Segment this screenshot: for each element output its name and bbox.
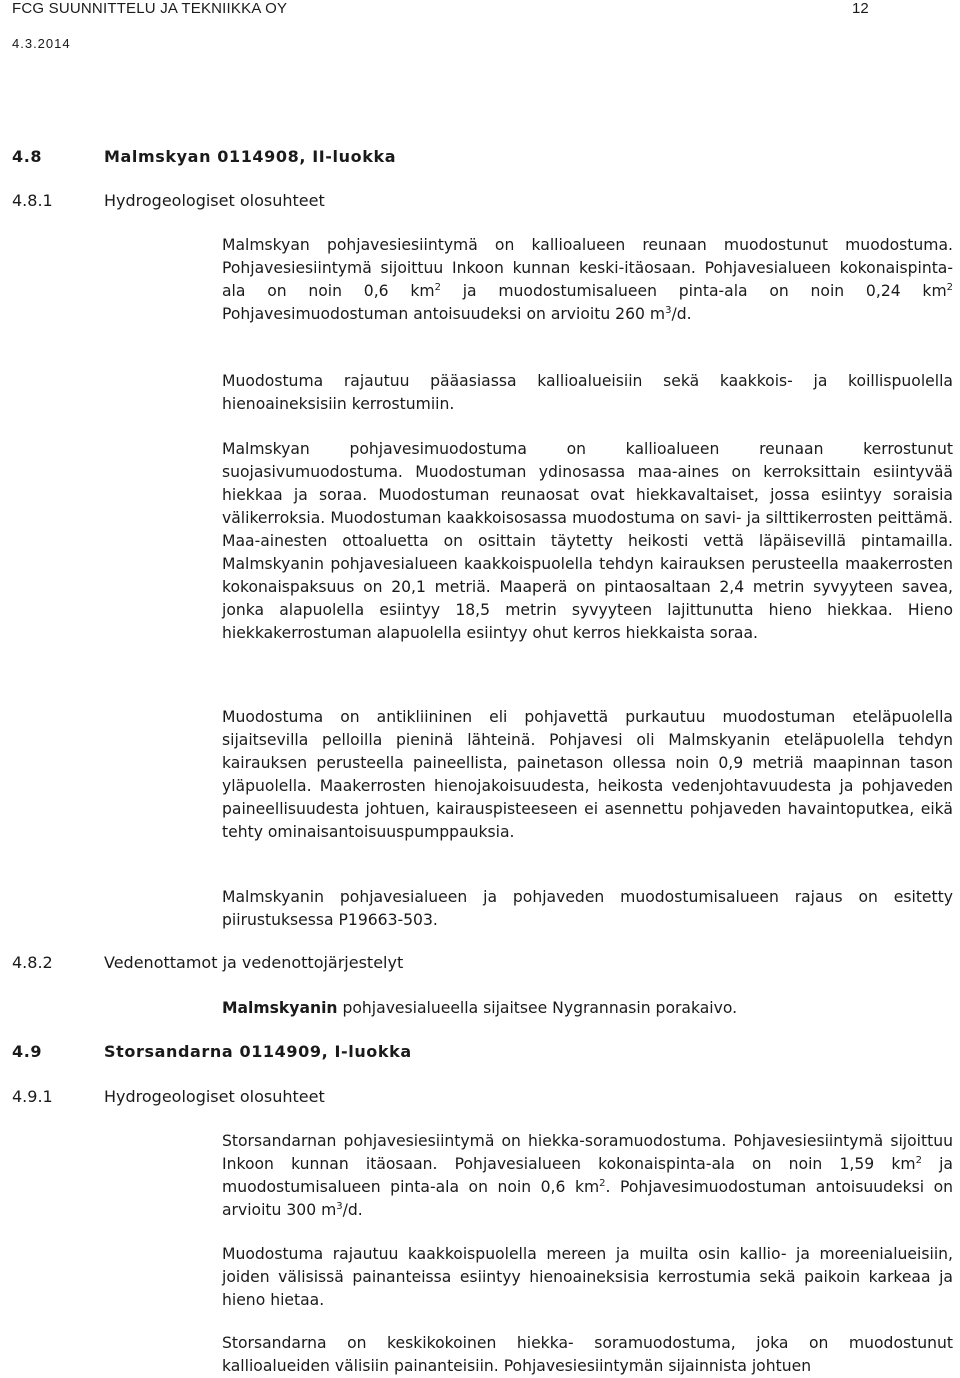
paragraph-malmskyan-intro: Malmskyan pohjavesiesiintymä on kallioalueen reunaan muodostunut muodostuma. Pohjavesiesiintymä sijoittuu Inkoon kunnan keski-itäosaan. Pohjavesialueen kokonaispinta-ala on noin 0,6 $km^2$ ja muodostumisalueen pinta-ala on noin 0,24 $km^2$ Pohjavesimuodostuman antoisuudeksi on arvioitu 260 $m^3/d$. — [222, 236, 954, 323]
section-heading-4-8-2 — [12, 952, 403, 974]
paragraph-malmskyan-wells: Malmskyanin pohjavesialueella sijaitsee Nygrannasin porakaivo. — [222, 999, 738, 1017]
paragraph-storsandarna-boundaries: Muodostuma rajautuu kaakkoispuolella mereen ja muilta osin kallio- ja moreenialueisiin, joiden välisissä painanteissa esiintyy hienoaineksisia kerrostumia sekä paikoin karkeaa ja hieno hietaa. — [222, 1245, 953, 1309]
section-title: Malmskyan 0114908, II-luokka — [104, 147, 397, 166]
section-heading-4-9-1 — [12, 1086, 325, 1108]
paragraph-malmskyan-drawing: Malmskyanin pohjavesialueen ja pohjaveden muodostumisalueen rajaus on esitetty piirustuksessa P19663-503. — [222, 888, 953, 929]
paragraph-malmskyan-boundaries: Muodostuma rajautuu pääasiassa kallioalueisiin sekä kaakkois- ja koillispuolella hienoaineksisiin kerrostumiin. — [222, 372, 953, 413]
paragraph-storsandarna-intro: Storsandarnan pohjavesiesiintymä on hiekka-soramuodostuma. Pohjavesiesiintymä sijoittuu Inkoon kunnan itäosaan. Pohjavesialueen kokonaispinta-ala on noin 1,59 $km^2$ ja muodostumisalueen pinta-ala on noin 0,6 $km^2$. Pohjavesimuodostuman antoisuudeksi on arvioitu 300 $m^3/d$. — [222, 1132, 953, 1219]
paragraph-storsandarna-structure: Storsandarna on keskikokoinen hiekka- soramuodostuma, joka on muodostunut kallioalueiden välisiin painanteisiin. Pohjavesiesiintymän sijainnista johtuen — [222, 1334, 953, 1375]
section-title: Storsandarna 0114909, I-luokka — [104, 1042, 412, 1061]
section-heading-4-8 — [12, 146, 396, 168]
section-number: 4.9.1 — [12, 1087, 53, 1106]
section-number: 4.9 — [12, 1042, 43, 1061]
paragraph-malmskyan-structure: Malmskyan pohjavesimuodostuma on kallioalueen reunaan kerrostunut suojasivumuodostuma. Muodostuman ydinosassa maa-aines on kerroksittain esiintyvää hiekkaa ja soraa. Muodostuman reunaosat ovat hiekkavaltaiset, jossa esiintyy soraisia välikerroksia. Muodostuman kaakkoisosassa muodostuma on savi- ja silttikerrosten peittämä. Maa-ainesten ottoaluetta on osittain täytetty heikosti vettä läpäisevillä pintamailla. Malmskyanin pohjavesialueen kaakkoispuolella tehdyn kairauksen perusteella maakerrosten kokonaispaksuus on 20,1 metriä. Maaperä on pintaosaltaan 2,4 metrin syvyyteen savea, jonka alapuolella esiintyy 18,5 metrin syvyyteen lajittunutta hieno hiekkaa. Hieno hiekkakerrostuman alapuolella esiintyy ohut kerros hiekkaista soraa. — [222, 440, 953, 642]
section-title: Hydrogeologiset olosuhteet — [104, 191, 325, 210]
header-page-number: 12 — [852, 0, 869, 17]
section-heading-4-8-1 — [12, 190, 325, 212]
header-date: 4.3.2014 — [12, 36, 71, 51]
section-number: 4.8 — [12, 147, 43, 166]
section-title: Vedenottamot ja vedenottojärjestelyt — [104, 953, 404, 972]
section-title: Hydrogeologiset olosuhteet — [104, 1087, 325, 1106]
section-number: 4.8.2 — [12, 953, 53, 972]
section-number: 4.8.1 — [12, 191, 53, 210]
section-heading-4-9 — [12, 1041, 412, 1063]
header-organization: FCG SUUNNITTELU JA TEKNIIKKA OY — [12, 0, 288, 17]
paragraph-malmskyan-anticline: Muodostuma on antikliininen eli pohjavettä purkautuu muodostuman eteläpuolella sijaitsevilla pelloilla pieninä lähteinä. Pohjavesi oli Malmskyanin eteläpuolella tehdyn kairauksen perusteella paineellista, painetason ollessa noin 0,9 metriä maapinnan tason yläpuolella. Maakerrosten hienojakoisuudesta, heikosta vedenjohtavuudesta ja pohjaveden paineellisuudesta johtuen, kairauspisteeseen ei asennettu pohjaveden havaintoputkea, eikä tehty ominaisantoisuuspumppauksia. — [222, 708, 953, 841]
